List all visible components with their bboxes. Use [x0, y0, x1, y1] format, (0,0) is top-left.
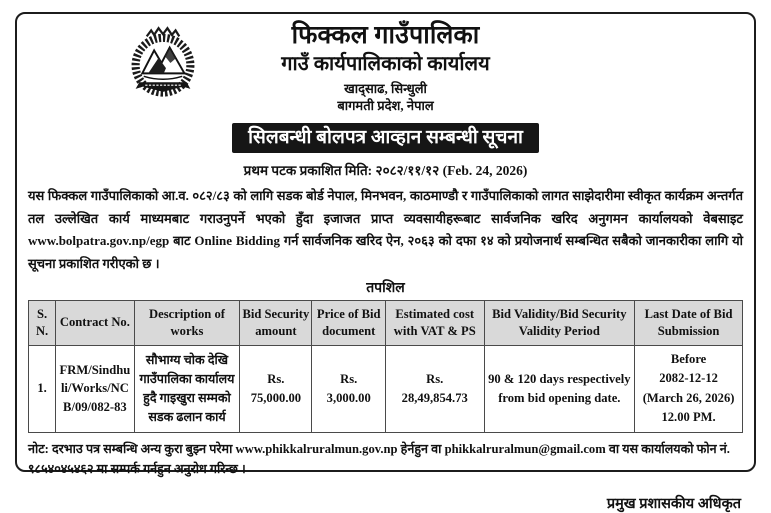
header-sn: S. N. [29, 300, 56, 345]
cell-bid-security [240, 345, 312, 432]
bid-details-table [28, 300, 743, 433]
notice-body-paragraph [28, 185, 743, 274]
last-date-line-1: Before [670, 351, 707, 366]
document-header [28, 22, 743, 179]
cell-bid-doc-price [312, 345, 386, 432]
paragraph-text-before-url: यस फिक्कल गाउँपालिकाको आ.व. ०८२/८३ को लागि सडक बोर्ड नेपाल, मिनभवन, काठमाण्डौ र गाउँपालिकाको लागत साझेदारीमा स्वीकृत कार्यक्रम अन्तर्गत तल उल्लेखित कार्य माध्यमबाट गराउनुपर्ने भएको हुँदा इजाजत प्राप्त व्यवसायीहरूबाट सार्वजनिक खरिद अनुगमन कार्यालयको वेबसाइट [28, 188, 743, 226]
address-line: खाद्साढ, सिन्धुली [344, 80, 427, 96]
bid-security-amount: 75,000.00 [250, 390, 302, 405]
estimated-cost-currency: Rs. [426, 372, 444, 387]
municipality-website-url: www.phikkalruralmun.gov.np [235, 441, 398, 456]
bolpatra-url: www.bolpatra.gov.np/egp [28, 233, 170, 249]
footer-note [28, 439, 743, 480]
header-contract-no: Contract No. [56, 300, 135, 345]
cell-sn: 1. [29, 345, 56, 432]
bid-security-currency: Rs. [267, 372, 285, 387]
note-text-mid: हेर्नहुन वा [397, 441, 445, 456]
municipality-email: phikkalruralmun@gmail.com [444, 441, 606, 456]
bid-doc-currency: Rs. [340, 372, 358, 387]
office-name: गाउँ कार्यपालिकाको कार्यालय [281, 52, 490, 75]
municipality-emblem-icon [126, 26, 200, 100]
header-bid-validity: Bid Validity/Bid Security Validity Period [484, 300, 635, 345]
last-date-line-4: 12.00 PM. [661, 410, 716, 425]
header-bid-doc-price: Price of Bid document [312, 300, 386, 345]
note-text-before-site: दरभाउ पत्र सम्बन्धि अन्य कुरा बुझ्न परेमा [48, 441, 236, 456]
bid-doc-price: 3,000.00 [326, 390, 371, 405]
header-bid-security: Bid Security amount [240, 300, 312, 345]
signatory-designation: प्रमुख प्रशासकीय अधिकृत [606, 495, 741, 512]
cell-last-date [635, 345, 743, 432]
note-text-after-email: वा यस कार्यालयको फोन नं. ९८५४०४५४६२ मा सम्पर्क गर्नहुन अनुरोध गरिन्छ । [28, 441, 730, 477]
table-row [29, 345, 743, 432]
municipality-name: फिक्कल गाउँपालिका [291, 22, 480, 49]
note-label: नोट: [28, 441, 49, 456]
cell-description: सौभाग्य चोक देखि गाउँपालिका कार्यालय हुदै गाइखुरा सम्मको सडक ढलान कार्य [134, 345, 240, 432]
province-line: बागमती प्रदेश, नेपाल [337, 98, 434, 114]
header-last-date: Last Date of Bid Submission [635, 300, 743, 345]
table-caption: तपशिल [366, 280, 405, 296]
header-estimated-cost: Estimated cost with VAT & PS [385, 300, 484, 345]
paragraph-text-after-url: बाट Online Bidding गर्न सार्वजनिक खरिद ऐन, २०६३ को दफा १४ को प्रयोजनार्थ सम्बन्धित सबैको जानकारीका लागि यो सूचना प्रकाशित गरीएको छ । [28, 233, 743, 271]
tender-notice-document [15, 12, 756, 512]
estimated-cost-amount: 28,49,854.73 [401, 390, 468, 405]
header-description: Description of works [134, 300, 240, 345]
cell-bid-validity: 90 & 120 days respectively from bid opening date. [484, 345, 635, 432]
cell-contract-no: FRM/Sindhuli/Works/NCB/09/082-83 [56, 345, 135, 432]
notice-title-banner: सिलबन्धी बोलपत्र आव्हान सम्बन्धी सूचना [232, 123, 539, 154]
last-date-line-3: (March 26, 2026) [642, 390, 735, 405]
publication-date-line: प्रथम पटक प्रकाशित मिति: २०८२/११/१२ (Feb. 24, 2026) [243, 163, 528, 179]
table-header-row [29, 300, 743, 345]
last-date-line-2: 2082-12-12 [659, 371, 718, 386]
cell-estimated-cost [385, 345, 484, 432]
